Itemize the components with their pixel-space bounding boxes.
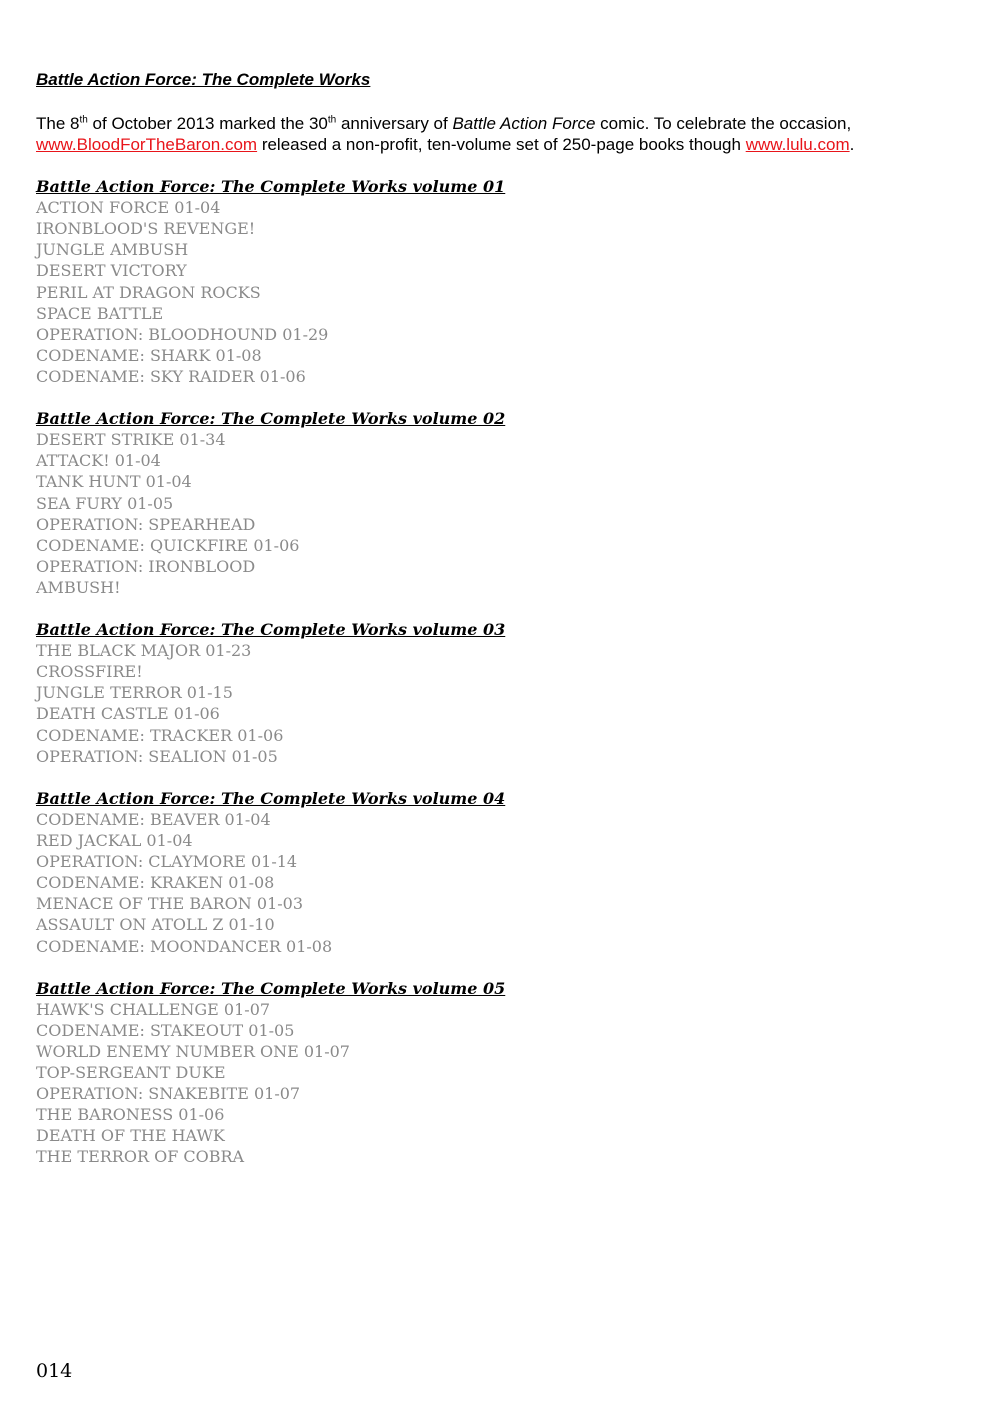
volume-section: [36, 176, 936, 387]
story-title: CROSSFIRE!: [36, 662, 143, 682]
story-title: ASSAULT ON ATOLL Z 01-10: [36, 915, 275, 935]
story-title: CODENAME: SKY RAIDER 01-06: [36, 366, 306, 386]
volume-heading: Battle Action Force: The Complete Works volume 05: [36, 978, 506, 998]
story-title: AMBUSH!: [36, 577, 121, 597]
story-title: JUNGLE AMBUSH: [36, 240, 189, 260]
story-title: OPERATION: BLOODHOUND 01-29: [36, 324, 329, 344]
volume-heading: Battle Action Force: The Complete Works volume 01: [36, 177, 506, 196]
intro-text: The 8: [36, 114, 80, 133]
volume-heading: Battle Action Force: The Complete Works volume 04: [36, 788, 506, 808]
lulu-link[interactable]: www.lulu.com: [745, 135, 850, 154]
story-title: OPERATION: SPEARHEAD: [36, 514, 256, 534]
volume-section: [36, 619, 936, 767]
ordinal-suffix: th: [79, 114, 88, 126]
story-title: CODENAME: STAKEOUT 01-05: [36, 1020, 295, 1040]
intro-text: anniversary of: [336, 114, 453, 133]
story-title: CODENAME: KRAKEN 01-08: [36, 873, 275, 893]
story-title: DEATH CASTLE 01-06: [36, 704, 220, 724]
story-title: WORLD ENEMY NUMBER ONE 01-07: [36, 1042, 350, 1062]
intro-text: comic. To celebrate the occasion,: [595, 114, 852, 133]
bloodforthebaron-link[interactable]: www.BloodForTheBaron.com: [36, 135, 258, 154]
story-title: RED JACKAL 01-04: [36, 831, 193, 851]
ordinal-suffix: th: [327, 114, 337, 126]
story-list: [36, 429, 936, 598]
story-list: [36, 809, 936, 957]
story-title: JUNGLE TERROR 01-15: [36, 683, 233, 703]
comic-name: Battle Action Force: [452, 114, 596, 133]
story-title: PERIL AT DRAGON ROCKS: [36, 282, 261, 302]
story-title: CODENAME: SHARK 01-08: [36, 345, 262, 365]
volume-section: [36, 788, 936, 957]
story-list: [36, 999, 936, 1168]
story-title: THE TERROR OF COBRA: [36, 1147, 245, 1167]
story-title: CODENAME: QUICKFIRE 01-06: [36, 535, 300, 555]
story-title: DESERT VICTORY: [36, 261, 187, 281]
intro-text: released a non-profit, ten-volume set of 250-page books though: [257, 135, 746, 154]
story-title: CODENAME: BEAVER 01-04: [36, 809, 271, 829]
page-title: Battle Action Force: The Complete Works: [36, 70, 371, 89]
story-title: THE BLACK MAJOR 01-23: [36, 641, 252, 661]
story-title: IRONBLOOD'S REVENGE!: [36, 219, 256, 239]
story-title: THE BARONESS 01-06: [36, 1105, 225, 1125]
story-list: [36, 197, 936, 387]
volume-list: [36, 176, 936, 1168]
story-title: TOP-SERGEANT DUKE: [36, 1063, 226, 1083]
story-title: OPERATION: IRONBLOOD: [36, 556, 256, 576]
volume-heading: Battle Action Force: The Complete Works volume 03: [36, 620, 506, 639]
story-title: OPERATION: SNAKEBITE 01-07: [36, 1084, 301, 1104]
story-title: MENACE OF THE BARON 01-03: [36, 894, 304, 914]
story-title: OPERATION: CLAYMORE 01-14: [36, 852, 298, 872]
volume-heading: Battle Action Force: The Complete Works volume 02: [36, 409, 506, 429]
story-list: [36, 640, 936, 767]
story-title: OPERATION: SEALION 01-05: [36, 746, 278, 766]
story-title: ATTACK! 01-04: [36, 451, 161, 471]
intro-paragraph: [36, 113, 936, 155]
story-title: TANK HUNT 01-04: [36, 472, 192, 492]
story-title: CODENAME: MOONDANCER 01-08: [36, 936, 333, 956]
story-title: SEA FURY 01-05: [36, 493, 174, 513]
story-title: DEATH OF THE HAWK: [36, 1126, 225, 1146]
intro-text: of October 2013 marked the 30: [87, 114, 328, 133]
story-title: HAWK'S CHALLENGE 01-07: [36, 999, 271, 1019]
volume-section: [36, 408, 936, 598]
page-number: 014: [36, 1360, 73, 1382]
story-title: DESERT STRIKE 01-34: [36, 430, 226, 450]
document-page: [36, 68, 936, 1168]
story-title: SPACE BATTLE: [36, 303, 164, 323]
intro-text: .: [849, 135, 855, 154]
volume-section: [36, 978, 936, 1168]
story-title: CODENAME: TRACKER 01-06: [36, 725, 284, 745]
story-title: ACTION FORCE 01-04: [36, 198, 221, 218]
